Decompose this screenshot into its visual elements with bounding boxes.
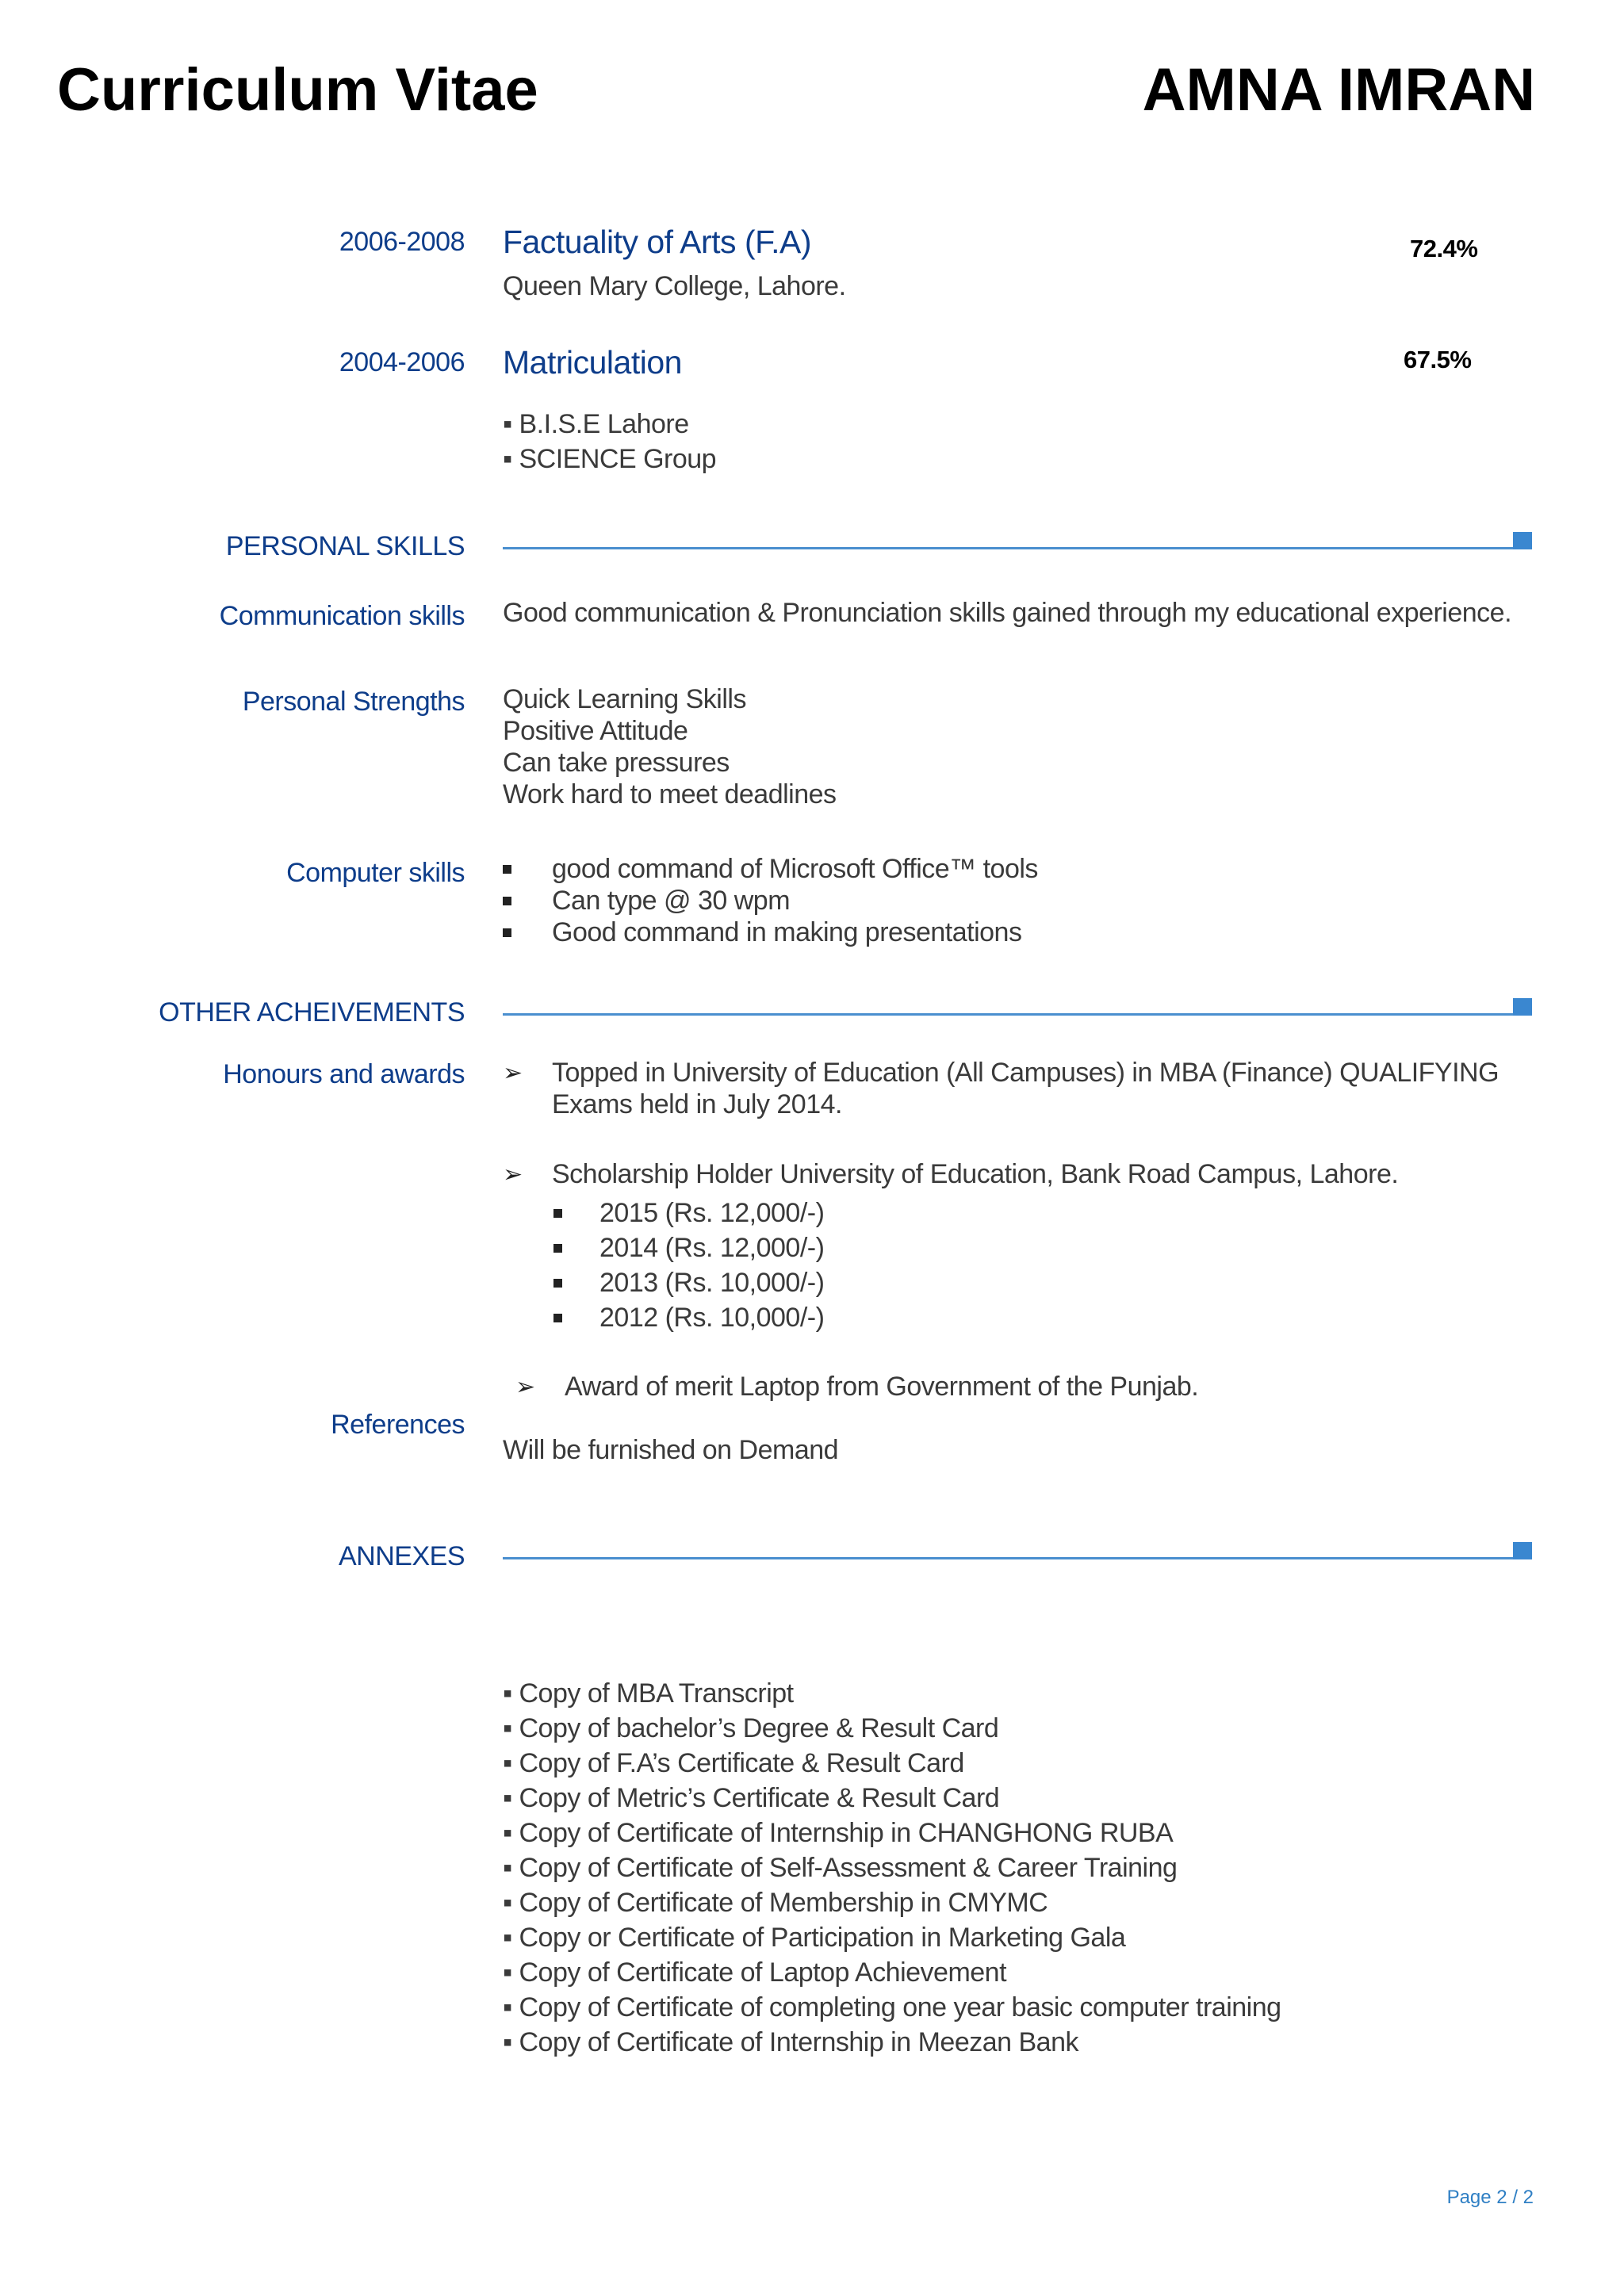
- list-item: ▪ Copy of Metric’s Certificate & Result Card: [503, 1783, 1000, 1813]
- list-item: ▪ Copy of Certificate of Laptop Achievement: [503, 1957, 1007, 1988]
- computer-skills-list: [503, 853, 1216, 956]
- education-years-fa: 2006-2008: [339, 227, 465, 257]
- list-item: ▪ Copy of bachelor’s Degree & Result Card: [503, 1713, 999, 1743]
- list-item: Can type @ 30 wpm: [503, 885, 1216, 916]
- candidate-name: AMNA IMRAN: [1142, 56, 1535, 124]
- scholarship-years-list: [553, 1196, 871, 1338]
- list-item: Positive Attitude: [503, 716, 688, 746]
- section-heading-other-achievements: OTHER ACHEIVEMENTS: [159, 997, 465, 1027]
- arrow-bullet-icon: ➢: [503, 1059, 523, 1087]
- square-bullet-icon: [503, 865, 511, 874]
- list-item: 2014 (Rs. 12,000/-): [553, 1230, 871, 1265]
- award-topped-line2: Exams held in July 2014.: [552, 1089, 842, 1119]
- list-item: ▪ Copy of Certificate of Internship in CHANGHONG RUBA: [503, 1818, 1174, 1848]
- list-item: ▪ Copy of Certificate of Membership in CMYMC: [503, 1888, 1048, 1918]
- education-degree-matric: Matriculation: [503, 344, 682, 381]
- square-bullet-icon: [553, 1314, 562, 1322]
- list-item: ▪ Copy or Certificate of Participation in Marketing Gala: [503, 1923, 1126, 1953]
- education-degree-fa: Factuality of Arts (F.A): [503, 224, 811, 260]
- list-item: ▪ Copy of Certificate of Self-Assessment & Career Training: [503, 1853, 1178, 1883]
- list-item: Quick Learning Skills: [503, 684, 746, 714]
- education-detail-board: ▪ B.I.S.E Lahore: [503, 409, 689, 439]
- education-detail-group: ▪ SCIENCE Group: [503, 444, 717, 474]
- list-item: ▪ Copy of MBA Transcript: [503, 1678, 794, 1709]
- square-bullet-icon: [553, 1209, 562, 1218]
- section-heading-annexes: ANNEXES: [339, 1541, 465, 1571]
- arrow-bullet-icon: ➢: [503, 1161, 523, 1188]
- communication-skills-text: Good communication & Pronunciation skills gained through my educational experience.: [503, 598, 1512, 628]
- personal-strengths-label: Personal Strengths: [242, 687, 465, 717]
- section-marker-icon: [1513, 532, 1532, 549]
- section-marker-icon: [1513, 998, 1532, 1016]
- references-text: Will be furnished on Demand: [503, 1435, 839, 1465]
- education-grade-fa: 72.4%: [1410, 235, 1478, 262]
- computer-skills-label: Computer skills: [286, 858, 465, 888]
- section-divider: [503, 547, 1515, 549]
- section-divider: [503, 1013, 1515, 1016]
- square-bullet-icon: [503, 897, 511, 905]
- square-bullet-icon: [553, 1244, 562, 1253]
- section-marker-icon: [1513, 1542, 1532, 1559]
- section-heading-personal-skills: PERSONAL SKILLS: [225, 531, 465, 561]
- award-topped-line1: Topped in University of Education (All Campuses) in MBA (Finance) QUALIFYING: [552, 1058, 1500, 1088]
- list-item: ▪ Copy of Certificate of Internship in Meezan Bank: [503, 2027, 1078, 2057]
- list-item: Can take pressures: [503, 748, 730, 778]
- honours-awards-label: Honours and awards: [223, 1059, 465, 1089]
- page-number: Page 2 / 2: [1446, 2187, 1534, 2208]
- document-title: Curriculum Vitae: [57, 56, 538, 124]
- communication-skills-label: Communication skills: [219, 601, 465, 631]
- square-bullet-icon: [553, 1279, 562, 1288]
- education-years-matric: 2004-2006: [339, 347, 465, 377]
- personal-strengths-list: [503, 683, 837, 810]
- award-scholarship: Scholarship Holder University of Education, Bank Road Campus, Lahore.: [552, 1159, 1399, 1189]
- list-item: Work hard to meet deadlines: [503, 779, 837, 809]
- list-item: 2012 (Rs. 10,000/-): [553, 1300, 871, 1335]
- annexes-list: [503, 1676, 1281, 2060]
- list-item: 2015 (Rs. 12,000/-): [553, 1196, 871, 1230]
- list-item: good command of Microsoft Office™ tools: [503, 853, 1216, 885]
- education-grade-matric: 67.5%: [1404, 346, 1472, 373]
- arrow-bullet-icon: ➢: [515, 1373, 535, 1401]
- square-bullet-icon: [503, 928, 511, 937]
- education-institution-fa: Queen Mary College, Lahore.: [503, 271, 846, 301]
- references-label: References: [331, 1410, 465, 1440]
- list-item: Good command in making presentations: [503, 916, 1216, 948]
- list-item: ▪ Copy of Certificate of completing one year basic computer training: [503, 1992, 1281, 2022]
- list-item: 2013 (Rs. 10,000/-): [553, 1265, 871, 1300]
- award-laptop: Award of merit Laptop from Government of the Punjab.: [565, 1372, 1199, 1402]
- section-divider: [503, 1557, 1515, 1559]
- list-item: ▪ Copy of F.A’s Certificate & Result Card: [503, 1748, 964, 1778]
